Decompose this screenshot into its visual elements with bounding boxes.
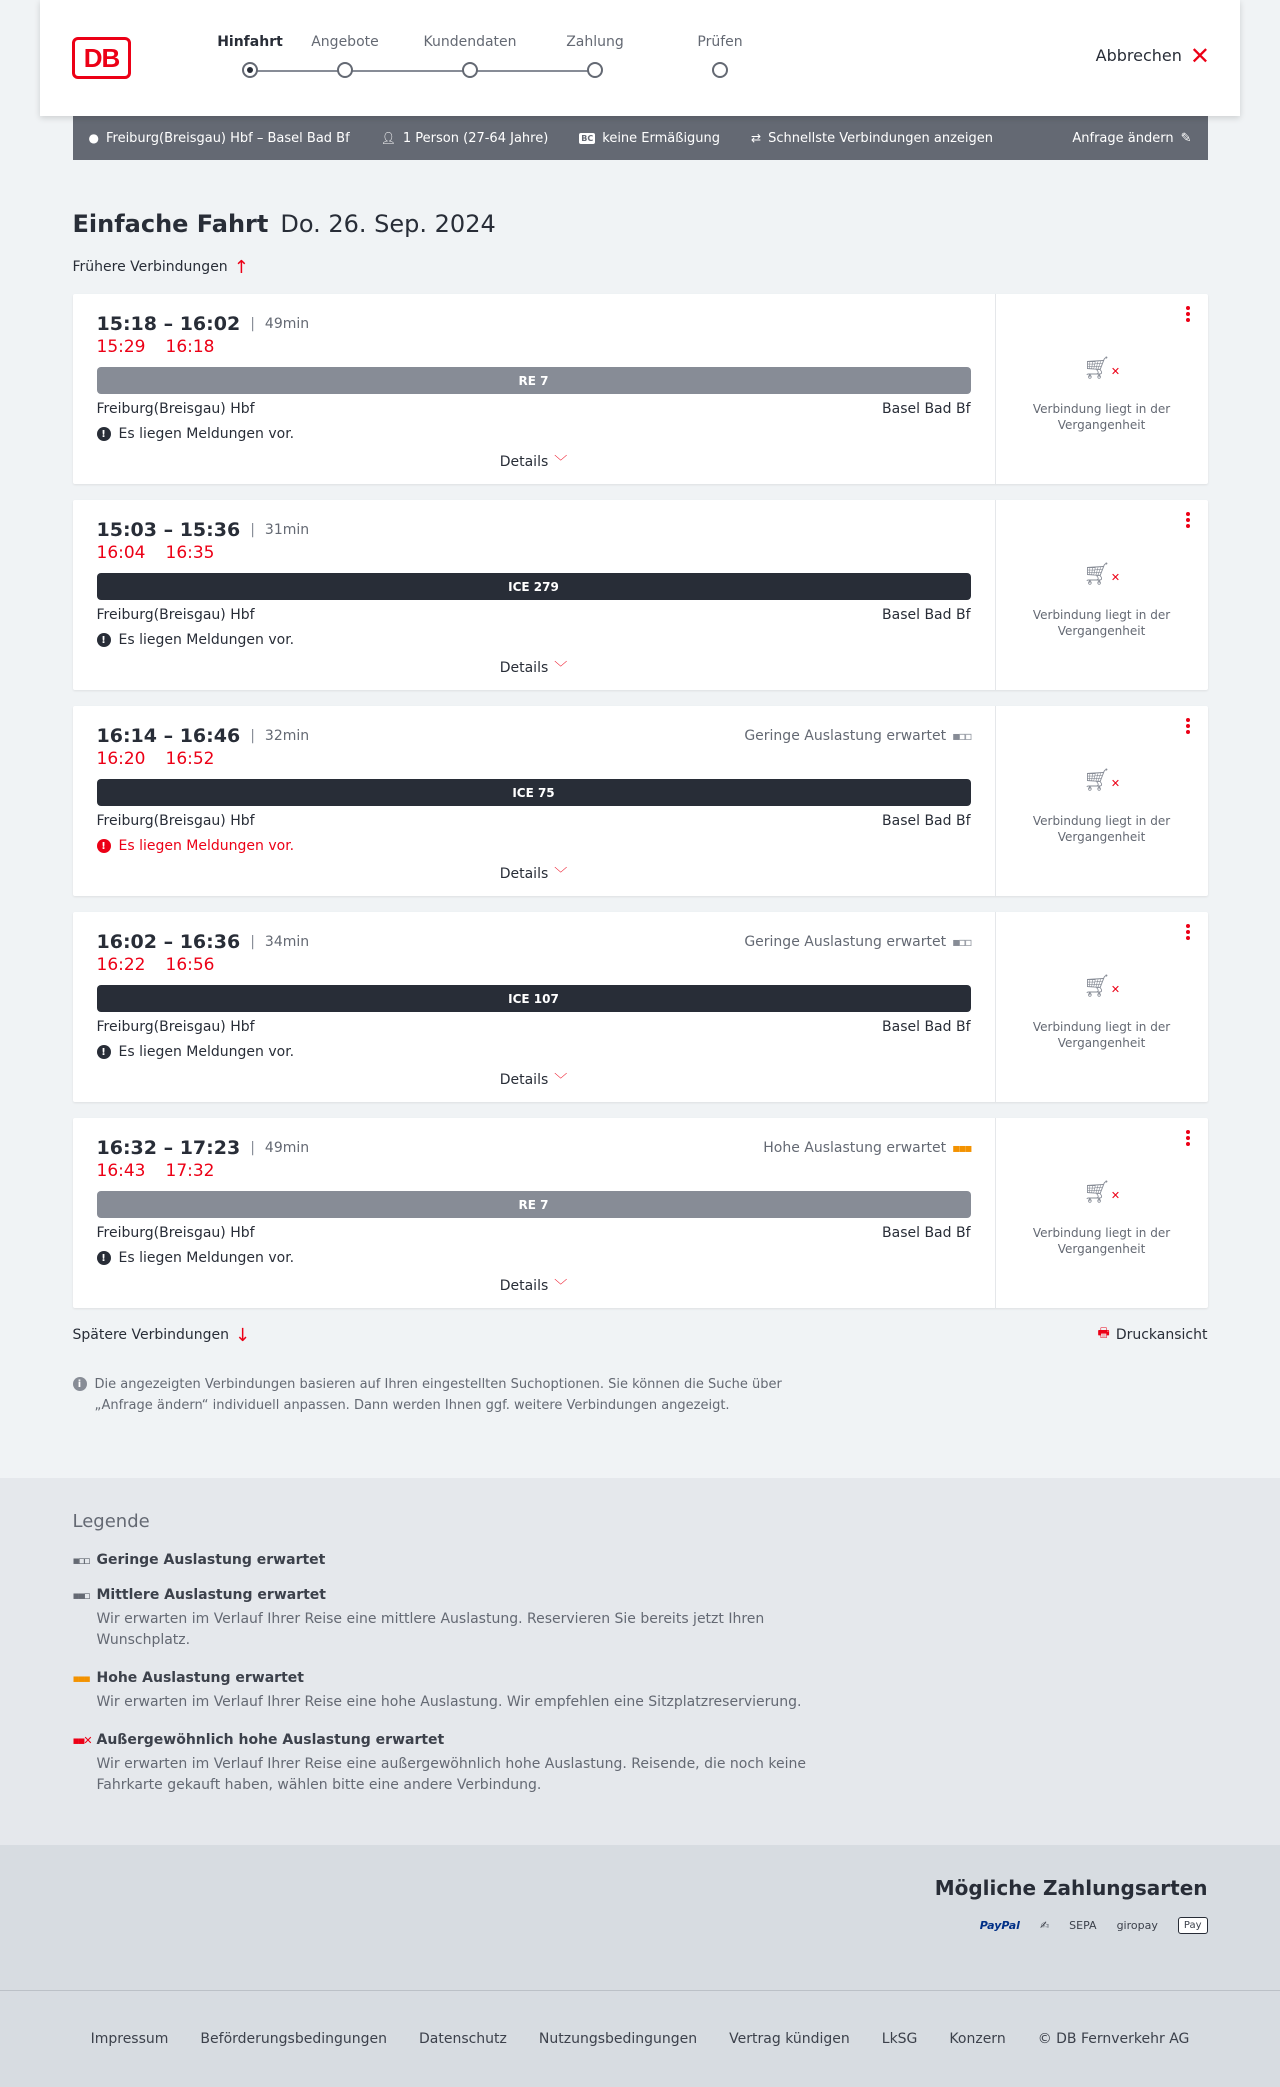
trip-type: Einfache Fahrt [72,210,269,238]
timeline [97,312,971,336]
arrow-up-icon: ↑ [233,256,249,278]
legend-item-high [73,1670,1208,1713]
chevron-down-icon: ﹀ [554,1279,568,1294]
step-label: Zahlung [566,34,624,50]
chevron-down-icon: ﹀ [554,1073,568,1088]
cart-unavailable-icon: 🛒︎✕ [1082,356,1121,381]
main-content [73,210,1208,1416]
more-options-icon[interactable] [1183,306,1193,324]
footer-link-konzern[interactable]: Konzern [949,2031,1006,2047]
search-summary-bar [73,116,1208,160]
step-label: Kundendaten [423,34,517,50]
legend-item-title: Geringe Auslastung erwartet [96,1552,326,1568]
step-kundendaten [420,34,520,54]
arrival-station: Basel Bad Bf [882,1019,971,1035]
chevron-down-icon: ﹀ [554,455,568,470]
details-toggle[interactable] [73,1275,995,1294]
legend-item-desc: Wir erwarten im Verlauf Ihrer Reise eine mittlere Auslastung. Reservieren Sie bereits jetzt Ihren Wunschplatz. [96,1611,765,1648]
sepa-icon: SEPA [1069,1919,1097,1932]
pencil-icon: ✎ [1180,130,1192,146]
realtime-arrival: 16:18 [165,337,215,357]
timeline [97,930,971,954]
booking-panel [996,706,1208,896]
earlier-connections-link[interactable] [73,258,1208,276]
db-logo[interactable]: DB [72,37,131,79]
separator: | [250,728,255,744]
stations [97,1019,971,1037]
separator: | [250,934,255,950]
discount-text: keine Ermäßigung [602,130,721,146]
departure-station: Freiburg(Breisgau) Hbf [96,1225,255,1241]
step-label: Hinfahrt [217,34,283,50]
realtime-times [97,955,971,977]
footer-copyright: © DB Fernverkehr AG [1037,2031,1190,2047]
duration: 32min [264,728,310,744]
footer [0,1990,1280,2087]
alert-icon: ! [97,1045,111,1059]
print-view-link[interactable] [1098,1326,1208,1344]
earlier-label: Frühere Verbindungen [72,259,228,275]
chevron-down-icon: ﹀ [554,661,568,676]
footer-link-vertrag-kuendigen[interactable]: Vertrag kündigen [729,2031,850,2047]
occupancy-text: Hohe Auslastung erwartet [763,1140,947,1156]
occupancy-low-icon: ▪▫▫ [952,729,971,743]
apple-pay-label: Pay [1183,1920,1202,1931]
timeline [97,1136,971,1160]
past-connection-text: Verbindung liegt in der Vergangenheit [1032,814,1171,844]
info-icon: i [73,1377,87,1391]
train-bar[interactable]: RE 7 [97,367,971,394]
realtime-arrival: 17:32 [165,1161,215,1181]
step-dot [587,62,603,78]
realtime-departure: 16:20 [96,749,146,769]
details-toggle[interactable] [73,451,995,470]
departure-station: Freiburg(Breisgau) Hbf [96,401,255,417]
more-options-icon[interactable] [1183,924,1193,942]
duration: 49min [264,316,310,332]
stepper-line [250,70,595,72]
footer-link-impressum[interactable]: Impressum [90,2031,169,2047]
connection-info [73,706,996,896]
legend-item-desc: Wir erwarten im Verlauf Ihrer Reise eine außergewöhnlich hohe Auslastung. Reisende, die noch keine Fahrkarte gekauft haben, wählen bitte eine andere Verbindung. [96,1756,806,1793]
trip-date: Do. 26. Sep. 2024 [280,210,496,238]
footer-link-befoerderungsbedingungen[interactable]: Beförderungsbedingungen [200,2031,387,2047]
footer-link-nutzungsbedingungen[interactable]: Nutzungsbedingungen [538,2031,698,2047]
arrival-station: Basel Bad Bf [882,1225,971,1241]
legend-item-low [73,1552,1208,1568]
departure-station: Freiburg(Breisgau) Hbf [96,1019,255,1035]
realtime-arrival: 16:35 [165,543,215,563]
fastest-text: Schnellste Verbindungen anzeigen [768,130,994,146]
past-connection-text: Verbindung liegt in der Vergangenheit [1032,608,1171,638]
cart-unavailable-icon: 🛒︎✕ [1082,768,1121,793]
realtime-arrival: 16:56 [165,955,215,975]
footer-link-datenschutz[interactable]: Datenschutz [418,2031,507,2047]
planned-times: 16:32 – 17:23 [96,1137,241,1159]
notice [97,1249,971,1267]
later-connections-link[interactable] [73,1326,251,1344]
notice-text: Es liegen Meldungen vor. [118,1250,295,1266]
credit-card-icon: ✍︎ [1039,1919,1050,1932]
step-zahlung [545,34,645,54]
train-bar[interactable]: ICE 279 [97,573,971,600]
legend-item-desc: Wir erwarten im Verlauf Ihrer Reise eine hohe Auslastung. Wir empfehlen eine Sitzplatzreservierung. [96,1694,802,1710]
notice-text: Es liegen Meldungen vor. [118,426,295,442]
giropay-icon: giropay [1116,1919,1158,1932]
occupancy-medium-icon: ▪▪▫ [72,1588,89,1602]
step-pruefen [670,34,770,54]
duration: 34min [264,934,310,950]
connection-info [73,500,996,690]
booking-panel [996,500,1208,690]
realtime-times [97,543,971,565]
bahncard-icon: BC [581,133,594,143]
swap-arrows-icon: ⇄ [751,131,762,145]
stations [97,813,971,831]
connection-list [73,294,1208,1308]
legend-item-medium [73,1587,1208,1651]
booking-panel [996,294,1208,484]
more-options-icon[interactable] [1183,1130,1193,1148]
cart-unavailable-icon: 🛒︎✕ [1082,1180,1121,1205]
train-bar[interactable]: ICE 75 [97,779,971,806]
cancel-button[interactable] [1095,41,1210,70]
step-hinfahrt[interactable] [200,34,300,54]
paypal-icon: PayPal [979,1919,1020,1932]
booking-stepper [210,34,743,84]
separator: | [250,1140,255,1156]
realtime-times [97,337,971,359]
past-connection-text: Verbindung liegt in der Vergangenheit [1032,402,1171,432]
details-label: Details [499,1278,549,1294]
later-label: Spätere Verbindungen [72,1327,229,1343]
arrow-down-icon: ↓ [234,1324,251,1346]
connection-info [73,912,996,1102]
occupancy-info [744,934,970,950]
realtime-times [97,749,971,771]
notice [97,631,971,649]
departure-station: Freiburg(Breisgau) Hbf [96,607,255,623]
planned-times: 15:03 – 15:36 [96,519,241,541]
connection-info [73,1118,996,1308]
realtime-times [97,1161,971,1183]
past-connection-text: Verbindung liegt in der Vergangenheit [1032,1020,1171,1050]
connection-info [73,294,996,484]
info-note-text: Die angezeigten Verbindungen basieren auf Ihren eingestellten Suchoptionen. Sie können die Suche über „Anfrage ändern“ individuell anpassen. Dann werden Ihnen ggf. weitere Verbindungen angezeigt. [94,1377,782,1413]
occupancy-high-icon: ▪▪▪ [72,1671,89,1685]
discount-info [579,131,720,146]
legend-item-title: Hohe Auslastung erwartet [96,1670,304,1686]
booking-panel [996,1118,1208,1308]
notice-text: Es liegen Meldungen vor. [118,838,295,854]
footer-link-lksg[interactable]: LkSG [881,2031,918,2047]
header [40,0,1240,116]
alert-icon: ! [97,633,111,647]
alert-icon: ! [97,427,111,441]
occupancy-text: Geringe Auslastung erwartet [744,728,947,744]
arrival-station: Basel Bad Bf [882,607,971,623]
search-info-note [73,1374,833,1416]
legend-item-title: Außergewöhnlich hohe Auslastung erwartet [96,1732,445,1748]
planned-times: 16:14 – 16:46 [96,725,241,747]
train-bar[interactable]: RE 7 [97,1191,971,1218]
page-title [73,210,1208,238]
fastest-info [751,131,993,146]
realtime-departure: 16:43 [96,1161,146,1181]
legend-item-title: Mittlere Auslastung erwartet [96,1587,326,1603]
step-angebote [295,34,395,54]
step-dot [712,62,728,78]
printer-icon: 🖶︎ [1097,1326,1110,1341]
print-label: Druckansicht [1115,1327,1208,1343]
details-toggle[interactable] [73,1069,995,1088]
change-request-label: Anfrage ändern [1072,130,1174,146]
details-label: Details [499,866,549,882]
change-request-button[interactable] [1072,131,1191,146]
step-label: Angebote [311,34,379,50]
duration: 49min [264,1140,310,1156]
notice-text: Es liegen Meldungen vor. [118,632,295,648]
payments-title: Mögliche Zahlungsarten [934,1876,1208,1900]
step-label: Prüfen [697,34,743,50]
notice-text: Es liegen Meldungen vor. [118,1044,295,1060]
cancel-label: Abbrechen [1095,46,1182,65]
details-toggle[interactable] [73,863,995,882]
close-icon: ✕ [1189,41,1210,70]
payment-methods [980,1917,1208,1934]
planned-times: 15:18 – 16:02 [96,313,241,335]
legend-title: Legende [72,1511,150,1532]
details-label: Details [499,660,549,676]
person-icon: 👤︎ [380,131,396,145]
planned-times: 16:02 – 16:36 [96,931,241,953]
connection-card [73,1118,1208,1308]
train-bar[interactable]: ICE 107 [97,985,971,1012]
details-toggle[interactable] [73,657,995,676]
stations [97,401,971,419]
cart-unavailable-icon: 🛒︎✕ [1082,974,1121,999]
timeline [97,518,971,542]
occupancy-text: Geringe Auslastung erwartet [744,934,947,950]
separator: | [250,316,255,332]
notice [97,837,971,855]
alert-icon: ! [97,839,111,853]
occupancy-low-icon: ▪▫▫ [952,935,971,949]
booking-panel [996,912,1208,1102]
occupancy-low-icon: ▪▫▫ [72,1553,89,1567]
payments-section [0,1845,1280,1990]
traveller-info [381,131,549,146]
legend-section [0,1478,1280,1845]
step-dot [337,62,353,78]
occupancy-info [744,728,970,744]
timeline [97,724,971,748]
more-options-icon[interactable] [1183,718,1193,736]
cart-unavailable-icon: 🛒︎✕ [1082,562,1121,587]
legend-item-very-high [73,1732,1208,1796]
notice [97,1043,971,1061]
step-dot-active [242,62,258,78]
occupancy-very-high-icon: ▪▪✕ [72,1733,91,1747]
details-label: Details [499,454,549,470]
step-dot [462,62,478,78]
connection-card [73,294,1208,484]
realtime-departure: 15:29 [96,337,146,357]
departure-station: Freiburg(Breisgau) Hbf [96,813,255,829]
separator: | [250,522,255,538]
stations [97,607,971,625]
duration: 31min [264,522,310,538]
occupancy-info [763,1140,970,1156]
realtime-departure: 16:04 [96,543,146,563]
location-pin-icon: ● [88,131,99,145]
bottom-links [73,1326,1208,1344]
connection-card [73,500,1208,690]
realtime-departure: 16:22 [96,955,146,975]
route-info [89,131,350,146]
arrival-station: Basel Bad Bf [882,401,971,417]
apple-pay-icon [1178,1917,1208,1934]
chevron-down-icon: ﹀ [554,867,568,882]
notice [97,425,971,443]
more-options-icon[interactable] [1183,512,1193,530]
traveller-text: 1 Person (27-64 Jahre) [402,130,549,146]
details-label: Details [499,1072,549,1088]
past-connection-text: Verbindung liegt in der Vergangenheit [1032,1226,1171,1256]
connection-card [73,912,1208,1102]
realtime-arrival: 16:52 [165,749,215,769]
stations [97,1225,971,1243]
arrival-station: Basel Bad Bf [882,813,971,829]
route-text: Freiburg(Breisgau) Hbf – Basel Bad Bf [105,130,350,146]
alert-icon: ! [97,1251,111,1265]
occupancy-high-icon: ▪▪▪ [952,1141,971,1155]
connection-card [73,706,1208,896]
